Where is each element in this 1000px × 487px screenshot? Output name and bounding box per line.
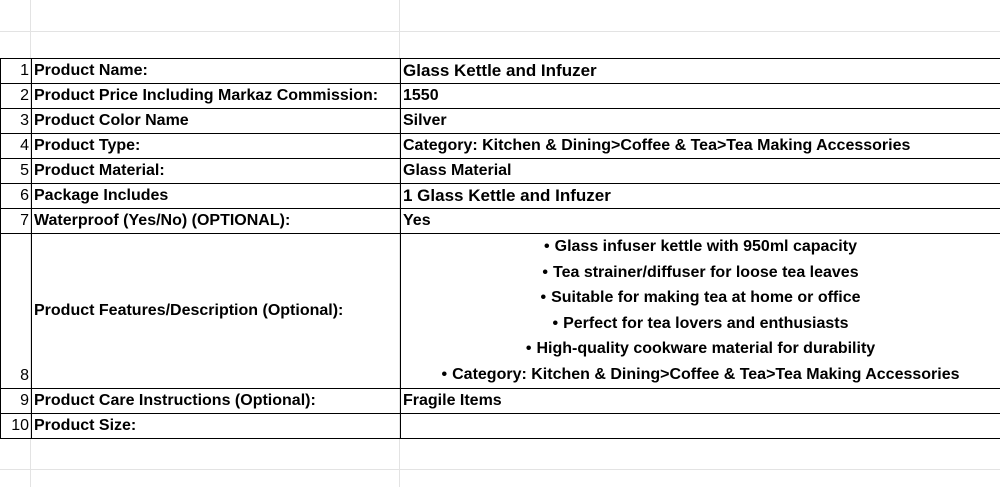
feature-text: Perfect for tea lovers and enthusiasts	[563, 314, 849, 332]
row-number[interactable]: 10	[1, 413, 32, 438]
feature-item	[403, 362, 998, 388]
feature-text: Suitable for making tea at home or office	[551, 289, 861, 307]
product-material-value[interactable]: Glass Material	[401, 159, 1000, 184]
table-row	[1, 413, 1000, 438]
product-color-value[interactable]: Silver	[401, 109, 1000, 134]
package-includes-label[interactable]: Package Includes	[32, 184, 401, 209]
product-type-label[interactable]: Product Type:	[32, 134, 401, 159]
product-price-label[interactable]: Product Price Including Markaz Commission:	[32, 84, 401, 109]
feature-text: Category: Kitchen & Dining>Coffee & Tea>Tea Making Accessories	[452, 365, 960, 383]
product-color-label[interactable]: Product Color Name	[32, 109, 401, 134]
row-number[interactable]: 4	[1, 134, 32, 159]
table-row	[1, 184, 1000, 209]
row-number[interactable]: 2	[1, 84, 32, 109]
bullet-icon: •	[542, 263, 548, 281]
product-features-label[interactable]: Product Features/Description (Optional):	[32, 234, 401, 389]
bullet-icon: •	[441, 365, 448, 383]
row-number[interactable]: 5	[1, 159, 32, 184]
product-price-value[interactable]: 1550	[401, 84, 1000, 109]
bullet-icon: •	[525, 340, 532, 358]
product-material-label[interactable]: Product Material:	[32, 159, 401, 184]
table-row	[1, 209, 1000, 234]
gridline	[0, 31, 1000, 32]
care-instructions-value[interactable]: Fragile Items	[401, 388, 1000, 413]
bullet-icon: •	[540, 289, 547, 307]
product-table	[0, 58, 1000, 439]
bullet-icon: •	[552, 314, 559, 332]
product-name-label[interactable]: Product Name:	[32, 59, 401, 84]
table-row	[1, 109, 1000, 134]
care-instructions-label[interactable]: Product Care Instructions (Optional):	[32, 388, 401, 413]
feature-item	[403, 311, 998, 337]
row-number[interactable]: 6	[1, 184, 32, 209]
waterproof-label[interactable]: Waterproof (Yes/No) (OPTIONAL):	[32, 209, 401, 234]
feature-text: Tea strainer/diffuser for loose tea leaves	[553, 263, 859, 281]
row-number[interactable]: 9	[1, 388, 32, 413]
row-number[interactable]: 1	[1, 59, 32, 84]
feature-text: Glass infuser kettle with 950ml capacity	[554, 238, 857, 255]
feature-item	[403, 234, 998, 260]
row-number[interactable]: 3	[1, 109, 32, 134]
feature-item	[403, 260, 998, 286]
feature-text: High-quality cookware material for durability	[536, 340, 876, 358]
gridline	[0, 469, 1000, 470]
table-row	[1, 59, 1000, 84]
table-row	[1, 234, 1000, 389]
product-features-value[interactable]	[401, 234, 1000, 389]
table-row	[1, 84, 1000, 109]
row-number[interactable]: 8	[1, 234, 32, 389]
bullet-icon: •	[544, 238, 550, 255]
table-row	[1, 134, 1000, 159]
waterproof-value[interactable]: Yes	[401, 209, 1000, 234]
product-type-value[interactable]: Category: Kitchen & Dining>Coffee & Tea>Tea Making Accessories	[401, 134, 1000, 159]
table-row	[1, 388, 1000, 413]
product-size-label[interactable]: Product Size:	[32, 413, 401, 438]
table-row	[1, 159, 1000, 184]
row-number[interactable]: 7	[1, 209, 32, 234]
product-name-value[interactable]: Glass Kettle and Infuzer	[401, 59, 1000, 84]
product-size-value[interactable]	[401, 413, 1000, 438]
package-includes-value[interactable]: 1 Glass Kettle and Infuzer	[401, 184, 1000, 209]
feature-item	[403, 285, 998, 311]
feature-item	[403, 336, 998, 362]
